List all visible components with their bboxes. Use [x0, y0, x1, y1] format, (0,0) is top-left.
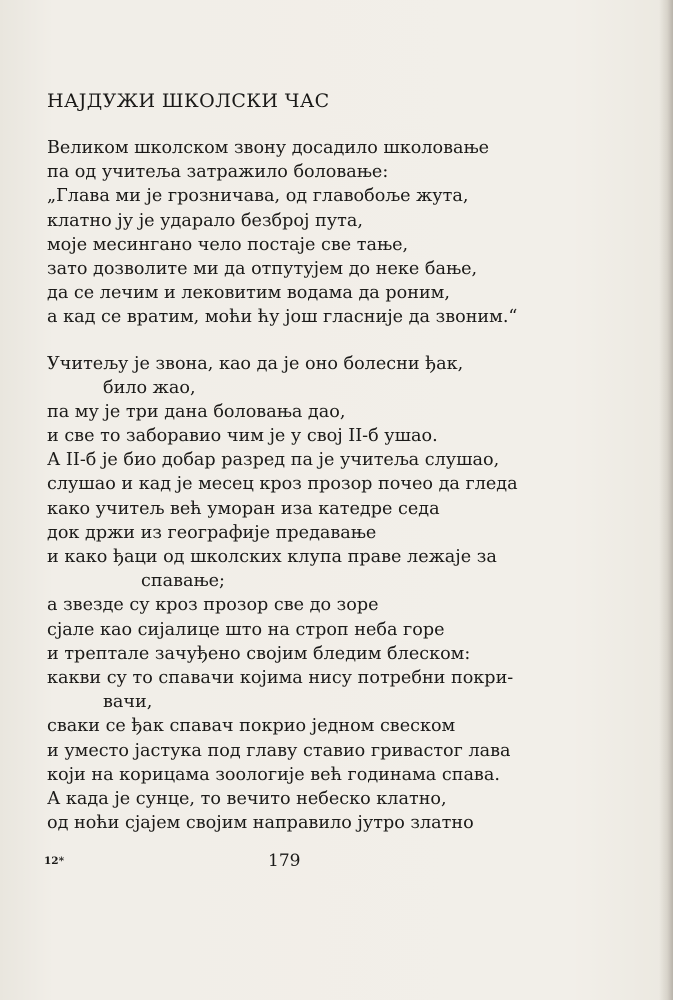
poem-line: да се лечим и лековитим водама да роним,	[47, 283, 450, 304]
poem-line: „Глава ми је грозничава, од главобоље жута,	[47, 186, 469, 207]
poem-line: клатно ју је ударало безброј пута,	[47, 210, 363, 231]
poem-line: сјале као сијалице што на строп неба горе	[47, 619, 445, 640]
poem-title: НАЈДУЖИ ШКОЛСКИ ЧАС	[47, 90, 330, 112]
printer-signature-mark: 12*	[44, 855, 65, 867]
poem-line: спавање;	[141, 571, 225, 592]
stanza-1	[47, 136, 647, 330]
poem-line: зато дозволите ми да отпутујем до неке бање,	[47, 258, 478, 279]
page-number: 179	[268, 851, 301, 871]
poem-line: а кад се вратим, моћи ћу још гласније да звоним.“	[47, 307, 518, 328]
poem-line: и трептале зачуђено својим бледим блеском:	[47, 643, 471, 664]
poem-line: и како ђаци од школских клупа праве лежаје за	[47, 547, 497, 567]
stanza-gap	[47, 330, 647, 352]
poem-line: Учитељу је звона, као да је оно болесни ђак,	[47, 353, 464, 374]
poem-line: било жао,	[103, 377, 196, 398]
poem-line: од ноћи сјајем својим направило јутро златно	[47, 813, 474, 834]
poem-line: вачи,	[103, 692, 153, 713]
stanza-2	[47, 352, 647, 836]
poem-line: док држи из географије предавање	[47, 522, 377, 543]
poem-line: моје месингано чело постаје све тање,	[47, 234, 409, 255]
poem-line: па му је три дана боловања дао,	[47, 401, 346, 422]
page-spine-shadow	[659, 0, 673, 1000]
poem-line: слушао и кад је месец кроз прозор почео да гледа	[47, 474, 518, 495]
poem-line: који на корицама зоологије већ годинама спава.	[47, 764, 500, 785]
poem-line: сваки се ђак спавач покрио једном свеском	[47, 716, 456, 737]
poem-line: А II-б је био добар разред па је учитеља слушао,	[47, 450, 500, 471]
poem-body	[47, 136, 647, 835]
poem-line: и уместо јастука под главу ставио гривастог лава	[47, 740, 511, 761]
poem-line: А када је сунце, то вечито небеско клатно,	[47, 788, 447, 809]
poem-line: какви су то спавачи којима нису потребни покри-	[47, 667, 514, 688]
poem-line: и све то заборавио чим је у свој II-б ушао.	[47, 426, 438, 447]
poem-line: како учитељ већ уморан иза катедре седа	[47, 498, 440, 519]
poem-line: а звезде су кроз прозор све до зоре	[47, 595, 379, 616]
poem-line: па од учитеља затражило боловање:	[47, 162, 389, 183]
poem-line: Великом школском звону досадило школовање	[47, 138, 490, 158]
